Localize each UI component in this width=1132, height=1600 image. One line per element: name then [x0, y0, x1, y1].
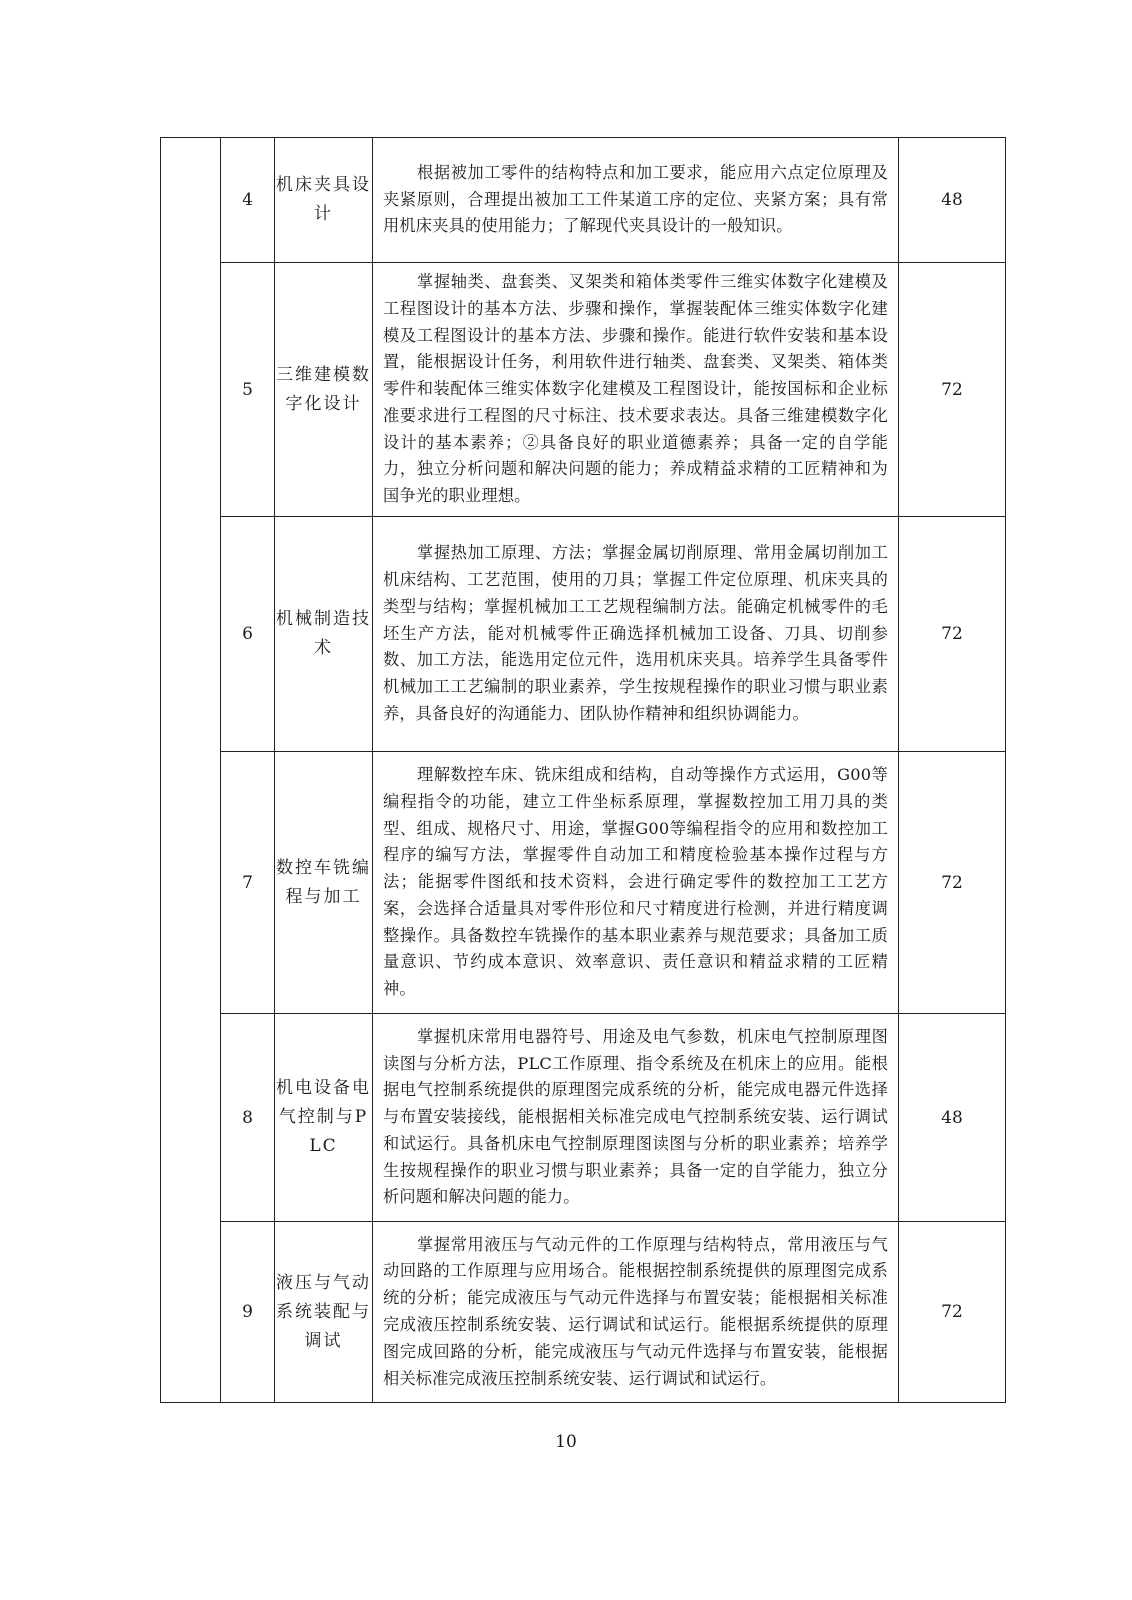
course-name-cell [275, 752, 373, 1014]
course-name-cell [275, 1014, 373, 1222]
course-number: 8 [221, 1014, 275, 1222]
course-number: 5 [221, 263, 275, 517]
category-cell [161, 138, 221, 1403]
table-row [161, 752, 1006, 1014]
page-number: 10 [555, 1432, 577, 1452]
course-description: 理解数控车床、铣床组成和结构，自动等操作方式运用，G00等编程指令的功能，建立工件坐标系原理，掌握数控加工用刀具的类型、组成、规格尺寸、用途，掌握G00等编程指令的应用和数控加工程序的编写方法，掌握零件自动加工和精度检验基本操作过程与方法；能据零件图纸和技术资料，会进行确定零件的数控加工工艺方案，会选择合适量具对零件形位和尺寸精度进行检测，并进行精度调整操作。具备数控车铣操作的基本职业素养与规范要求；具备加工质量意识、节约成本意识、效率意识、责任意识和精益求精的工匠精神。 [383, 764, 888, 999]
course-name-cell [275, 1222, 373, 1403]
course-number: 6 [221, 517, 275, 752]
course-hours: 72 [899, 752, 1006, 1014]
course-name: 液压与气动系统装配与调试 [276, 1272, 371, 1351]
course-description: 掌握热加工原理、方法；掌握金属切削原理、常用金属切削加工机床结构、工艺范围，使用的刀具；掌握工件定位原理、机床夹具的类型与结构；掌握机械加工工艺规程编制方法。能确定机械零件的毛坯生产方法，能对机械零件正确选择机械加工设备、刀具、切削参数、加工方法，能选用定位元件，选用机床夹具。培养学生具备零件机械加工工艺编制的职业素养，学生按规程操作的职业习惯与职业素养，具备良好的沟通能力、团队协作精神和组织协调能力。 [383, 543, 888, 723]
course-description: 掌握机床常用电器符号、用途及电气参数，机床电气控制原理图读图与分析方法，PLC工作原理、指令系统及在机床上的应用。能根据电气控制系统提供的原理图完成系统的分析，能完成电器元件选择与布置安装接线，能根据相关标准完成电气控制系统安装、运行调试和试运行。具备机床电气控制原理图读图与分析的职业素养；培养学生按规程操作的职业习惯与职业素养；具备一定的自学能力，独立分析问题和解决问题的能力。 [383, 1026, 888, 1207]
course-hours: 48 [899, 138, 1006, 263]
course-description: 掌握常用液压与气动元件的工作原理与结构特点，常用液压与气动回路的工作原理与应用场合。能根据控制系统提供的原理图完成系统的分析；能完成液压与气动元件选择与布置安装；能根据相关标准完成液压控制系统安装、运行调试和试运行。能根据系统提供的原理图完成回路的分析，能完成液压与气动元件选择与布置安装，能根据相关标准完成液压控制系统安装、运行调试和试运行。 [383, 1234, 888, 1388]
course-table [160, 137, 1006, 1403]
course-name-cell [275, 263, 373, 517]
course-description-cell [373, 1222, 899, 1403]
course-name-cell [275, 138, 373, 263]
table-row [161, 517, 1006, 752]
course-description-cell [373, 1014, 899, 1222]
course-description-cell [373, 138, 899, 263]
course-description: 根据被加工零件的结构特点和加工要求，能应用六点定位原理及夹紧原则，合理提出被加工工件某道工序的定位、夹紧方案；具有常用机床夹具的使用能力；了解现代夹具设计的一般知识。 [383, 162, 888, 236]
course-description-cell [373, 263, 899, 517]
course-name: 机床夹具设计 [276, 175, 371, 224]
course-hours: 72 [899, 1222, 1006, 1403]
course-number: 7 [221, 752, 275, 1014]
table-row [161, 1222, 1006, 1403]
course-hours: 72 [899, 263, 1006, 517]
course-number: 9 [221, 1222, 275, 1403]
course-hours: 48 [899, 1014, 1006, 1222]
course-name: 三维建模数字化设计 [276, 364, 371, 414]
table-row [161, 1014, 1006, 1222]
course-description-cell [373, 517, 899, 752]
course-name-cell [275, 517, 373, 752]
table-row [161, 263, 1006, 517]
table-row [161, 138, 1006, 263]
course-description: 掌握轴类、盘套类、叉架类和箱体类零件三维实体数字化建模及工程图设计的基本方法、步骤和操作，掌握装配体三维实体数字化建模及工程图设计的基本方法、步骤和操作。能进行软件安装和基本设置，能根据设计任务，利用软件进行轴类、盘套类、叉架类、箱体类零件和装配体三维实体数字化建模及工程图设计，能按国标和企业标准要求进行工程图的尺寸标注、技术要求表达。具备三维建模数字化设计的基本素养；②具备良好的职业道德素养；具备一定的自学能力，独立分析问题和解决问题的能力；养成精益求精的工匠精神和为国争光的职业理想。 [383, 271, 888, 506]
course-name: 数控车铣编程与加工 [276, 857, 371, 907]
course-description-cell [373, 752, 899, 1014]
course-name: 机械制造技术 [276, 609, 371, 658]
course-number: 4 [221, 138, 275, 263]
course-name: 机电设备电气控制与PLC [276, 1078, 371, 1156]
course-hours: 72 [899, 517, 1006, 752]
